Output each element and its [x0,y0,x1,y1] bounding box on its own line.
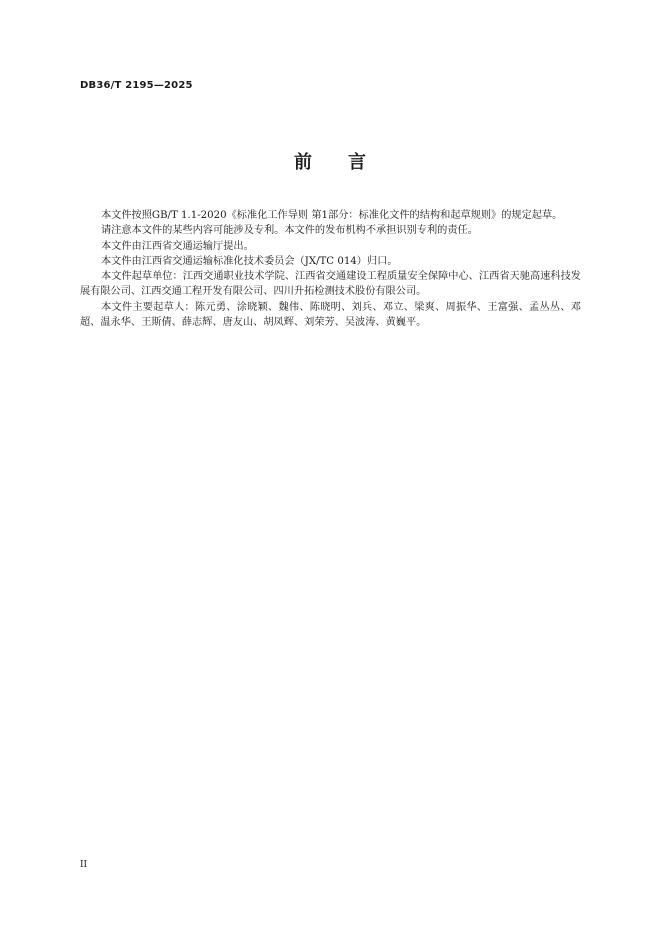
paragraph-drafting-units: 本文件起草单位：江西交通职业技术学院、江西省交通建设工程质量安全保障中心、江西省天驰高速科技发展有限公司、江西交通工程开发有限公司、四川升拓检测技术股份有限公司。 [80,271,581,298]
title-char-2: 言 [348,152,368,173]
page-number: II [80,860,88,870]
foreword-body [80,208,581,330]
paragraph-patent-notice: 请注意本文件的某些内容可能涉及专利。本文件的发布机构不承担识别专利的责任。 [101,225,478,237]
paragraph-committee: 本文件由江西省交通运输标准化技术委员会（JX/TC 014）归口。 [101,255,398,267]
paragraph-drafters: 本文件主要起草人：陈元勇、涂晓颖、魏伟、陈晓明、刘兵、邓立、梁爽、周振华、王富强、孟丛丛、邓超、温永华、王斯倩、薛志辉、唐友山、胡凤辉、刘荣芳、吴波涛、黄巍平。 [80,301,581,329]
document-code: DB36/T 2195—2025 [80,80,193,91]
paragraph-drafting-rules: 本文件按照GB/T 1.1-2020《标准化工作导则 第1部分：标准化文件的结构和起草规则》的规定起草。 [101,210,563,221]
page-title [0,148,662,174]
title-char-1: 前 [294,152,314,173]
paragraph-proposer: 本文件由江西省交通运输厅提出。 [101,240,254,252]
